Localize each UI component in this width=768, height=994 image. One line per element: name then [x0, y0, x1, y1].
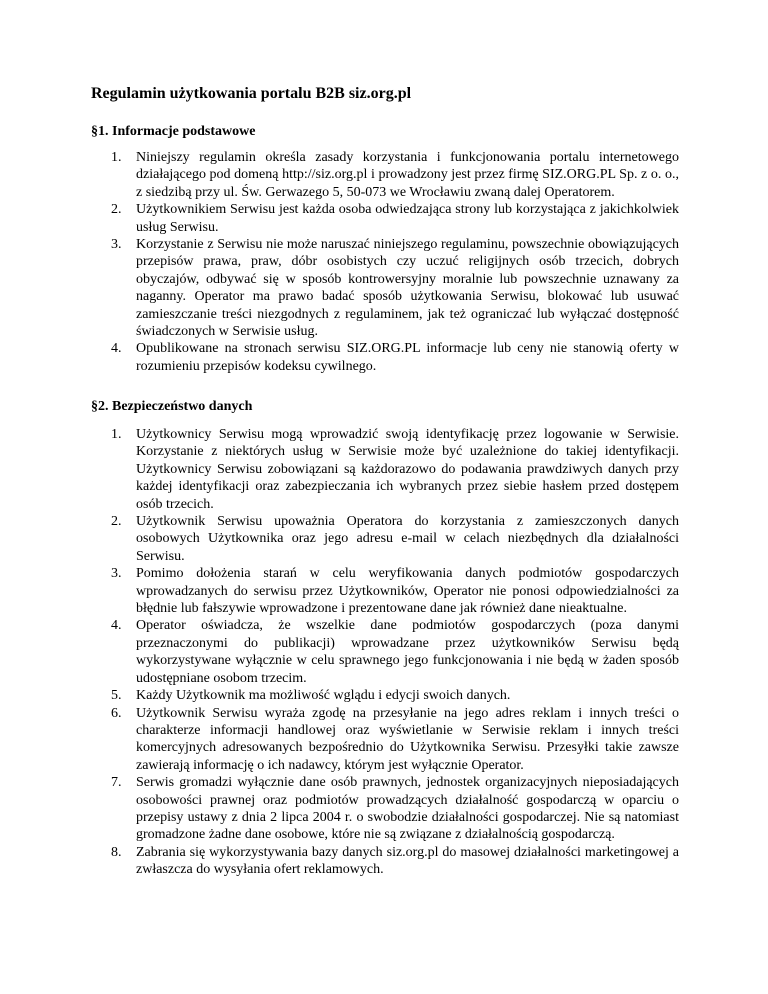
- list-item-text: Opublikowane na stronach serwisu SIZ.ORG.PL informacje lub ceny nie stanowią oferty w rozumieniu przepisów kodeksu cywilnego.: [136, 341, 679, 374]
- section-heading-2: §2. Bezpieczeństwo danych: [91, 399, 253, 414]
- list-item: [111, 236, 679, 340]
- list-item: [111, 513, 679, 565]
- list-item-number: 5.: [111, 688, 122, 704]
- list-item-number: 3.: [111, 237, 122, 253]
- list-item-text: Zabrania się wykorzystywania bazy danych siz.org.pl do masowej działalności marketingowej a zwłaszcza do wysyłania ofert reklamowych.: [136, 844, 679, 878]
- list-item-number: 2.: [111, 514, 122, 530]
- list-item: [111, 844, 679, 879]
- section-heading-1: §1. Informacje podstawowe: [91, 124, 256, 139]
- list-item-number: 4.: [111, 341, 122, 357]
- section-2-list: [111, 426, 679, 879]
- list-item: [111, 340, 679, 375]
- list-item: [111, 617, 679, 687]
- list-item-text: Pomimo dołożenia starań w celu weryfikowania danych podmiotów gospodarczych wprowadzanych do serwisu przez Użytkowników, Operator nie ponosi odpowiedzialności za błędnie lub fałszywie wprowadzone i prezentowane dane jak również dane nieaktualne.: [136, 566, 679, 617]
- list-item: [111, 149, 679, 201]
- list-item-number: 8.: [111, 844, 122, 860]
- list-item-number: 6.: [111, 705, 122, 721]
- list-item-text: Korzystanie z Serwisu nie może naruszać niniejszego regulaminu, powszechnie obowiązujących przepisów prawa, praw, dóbr osobistych czy uczuć religijnych osób trzecich, dobrych obyczajów, odbywać się w sposób kontrowersyjny moralnie lub powszechnie uznawany za naganny. Operator ma prawo badać sposób użytkowania Serwisu, blokować lub usuwać zamieszczanie treści niezgodnych z regulaminem, jak też ograniczać lub wyłączać dostępność świadczonych w Serwisie usług.: [136, 237, 679, 340]
- list-item-text: Użytkownikiem Serwisu jest każda osoba odwiedzająca strony lub korzystająca z jakichkolwiek usług Serwisu.: [136, 202, 679, 235]
- list-item-number: 3.: [111, 566, 122, 582]
- list-item-text: Użytkownicy Serwisu mogą wprowadzić swoją identyfikację przez logowanie w Serwisie. Korzystanie z niektórych usług w Serwisie może być uzależnione do takiej identyfikacji. Użytkownicy Serwisu zobowiązani są każdorazowo do podawania prawdziwych danych przy każdej identyfikacji oraz zabezpieczania ich wybranych przez siebie hasłem przed dostępem osób trzecich.: [136, 427, 679, 512]
- list-item: [111, 565, 679, 617]
- list-item-number: 4.: [111, 618, 122, 634]
- list-item-number: 1.: [111, 150, 122, 165]
- list-item-text: Operator oświadcza, że wszelkie dane podmiotów gospodarczych (poza danymi przeznaczonymi do publikacji) wprowadzane przez użytkowników Serwisu będą wykorzystywane wyłącznie w celu sprawnego jego funkcjonowania i nie będą w żaden sposób udostępniane osobom trzecim.: [136, 618, 679, 686]
- list-item-number: 2.: [111, 202, 122, 218]
- list-item: [111, 774, 679, 844]
- document-title: Regulamin użytkowania portalu B2B siz.org.pl: [91, 85, 412, 102]
- list-item: [111, 201, 679, 236]
- list-item-text: Użytkownik Serwisu wyraża zgodę na przesyłanie na jego adres reklam i innych treści o charakterze informacji handlowej oraz wyświetlanie w Serwisie reklam i innych treści komercyjnych adresowanych bezpośrednio do Użytkownika Serwisu. Przesyłki takie zawsze zawierają informację o ich nadawcy, którym jest wyłącznie Operator.: [136, 705, 679, 773]
- list-item-text: Niniejszy regulamin określa zasady korzystania i funkcjonowania portalu internetowego działającego pod domeną http://siz.org.pl i prowadzony jest przez firmę SIZ.ORG.PL Sp. z o. o., z siedzibą przy ul. Św. Gerwazego 5, 50-073 we Wrocławiu zwaną dalej Operatorem.: [136, 150, 679, 200]
- list-item-number: 1.: [111, 427, 122, 442]
- list-item: [111, 705, 679, 775]
- list-item-text: Użytkownik Serwisu upoważnia Operatora do korzystania z zamieszczonych danych osobowych Użytkownika oraz jego adresu e-mail w celach niezbędnych dla działalności Serwisu.: [136, 514, 679, 564]
- section-1-list: [111, 149, 679, 375]
- list-item-text: Każdy Użytkownik ma możliwość wglądu i edycji swoich danych.: [136, 688, 511, 704]
- list-item-text: Serwis gromadzi wyłącznie dane osób prawnych, jednostek organizacyjnych nieposiadających osobowości prawnej oraz podmiotów prowadzących działalność gospodarczą w oparciu o przepisy ustawy z dnia 2 lipca 2004 r. o swobodzie działalności gospodarczej. Nie są natomiast gromadzone żadne dane osobowe, które nie są związane z działalnością gospodarczą.: [136, 775, 679, 843]
- list-item: [111, 426, 679, 513]
- list-item-number: 7.: [111, 775, 122, 791]
- list-item: [111, 687, 679, 704]
